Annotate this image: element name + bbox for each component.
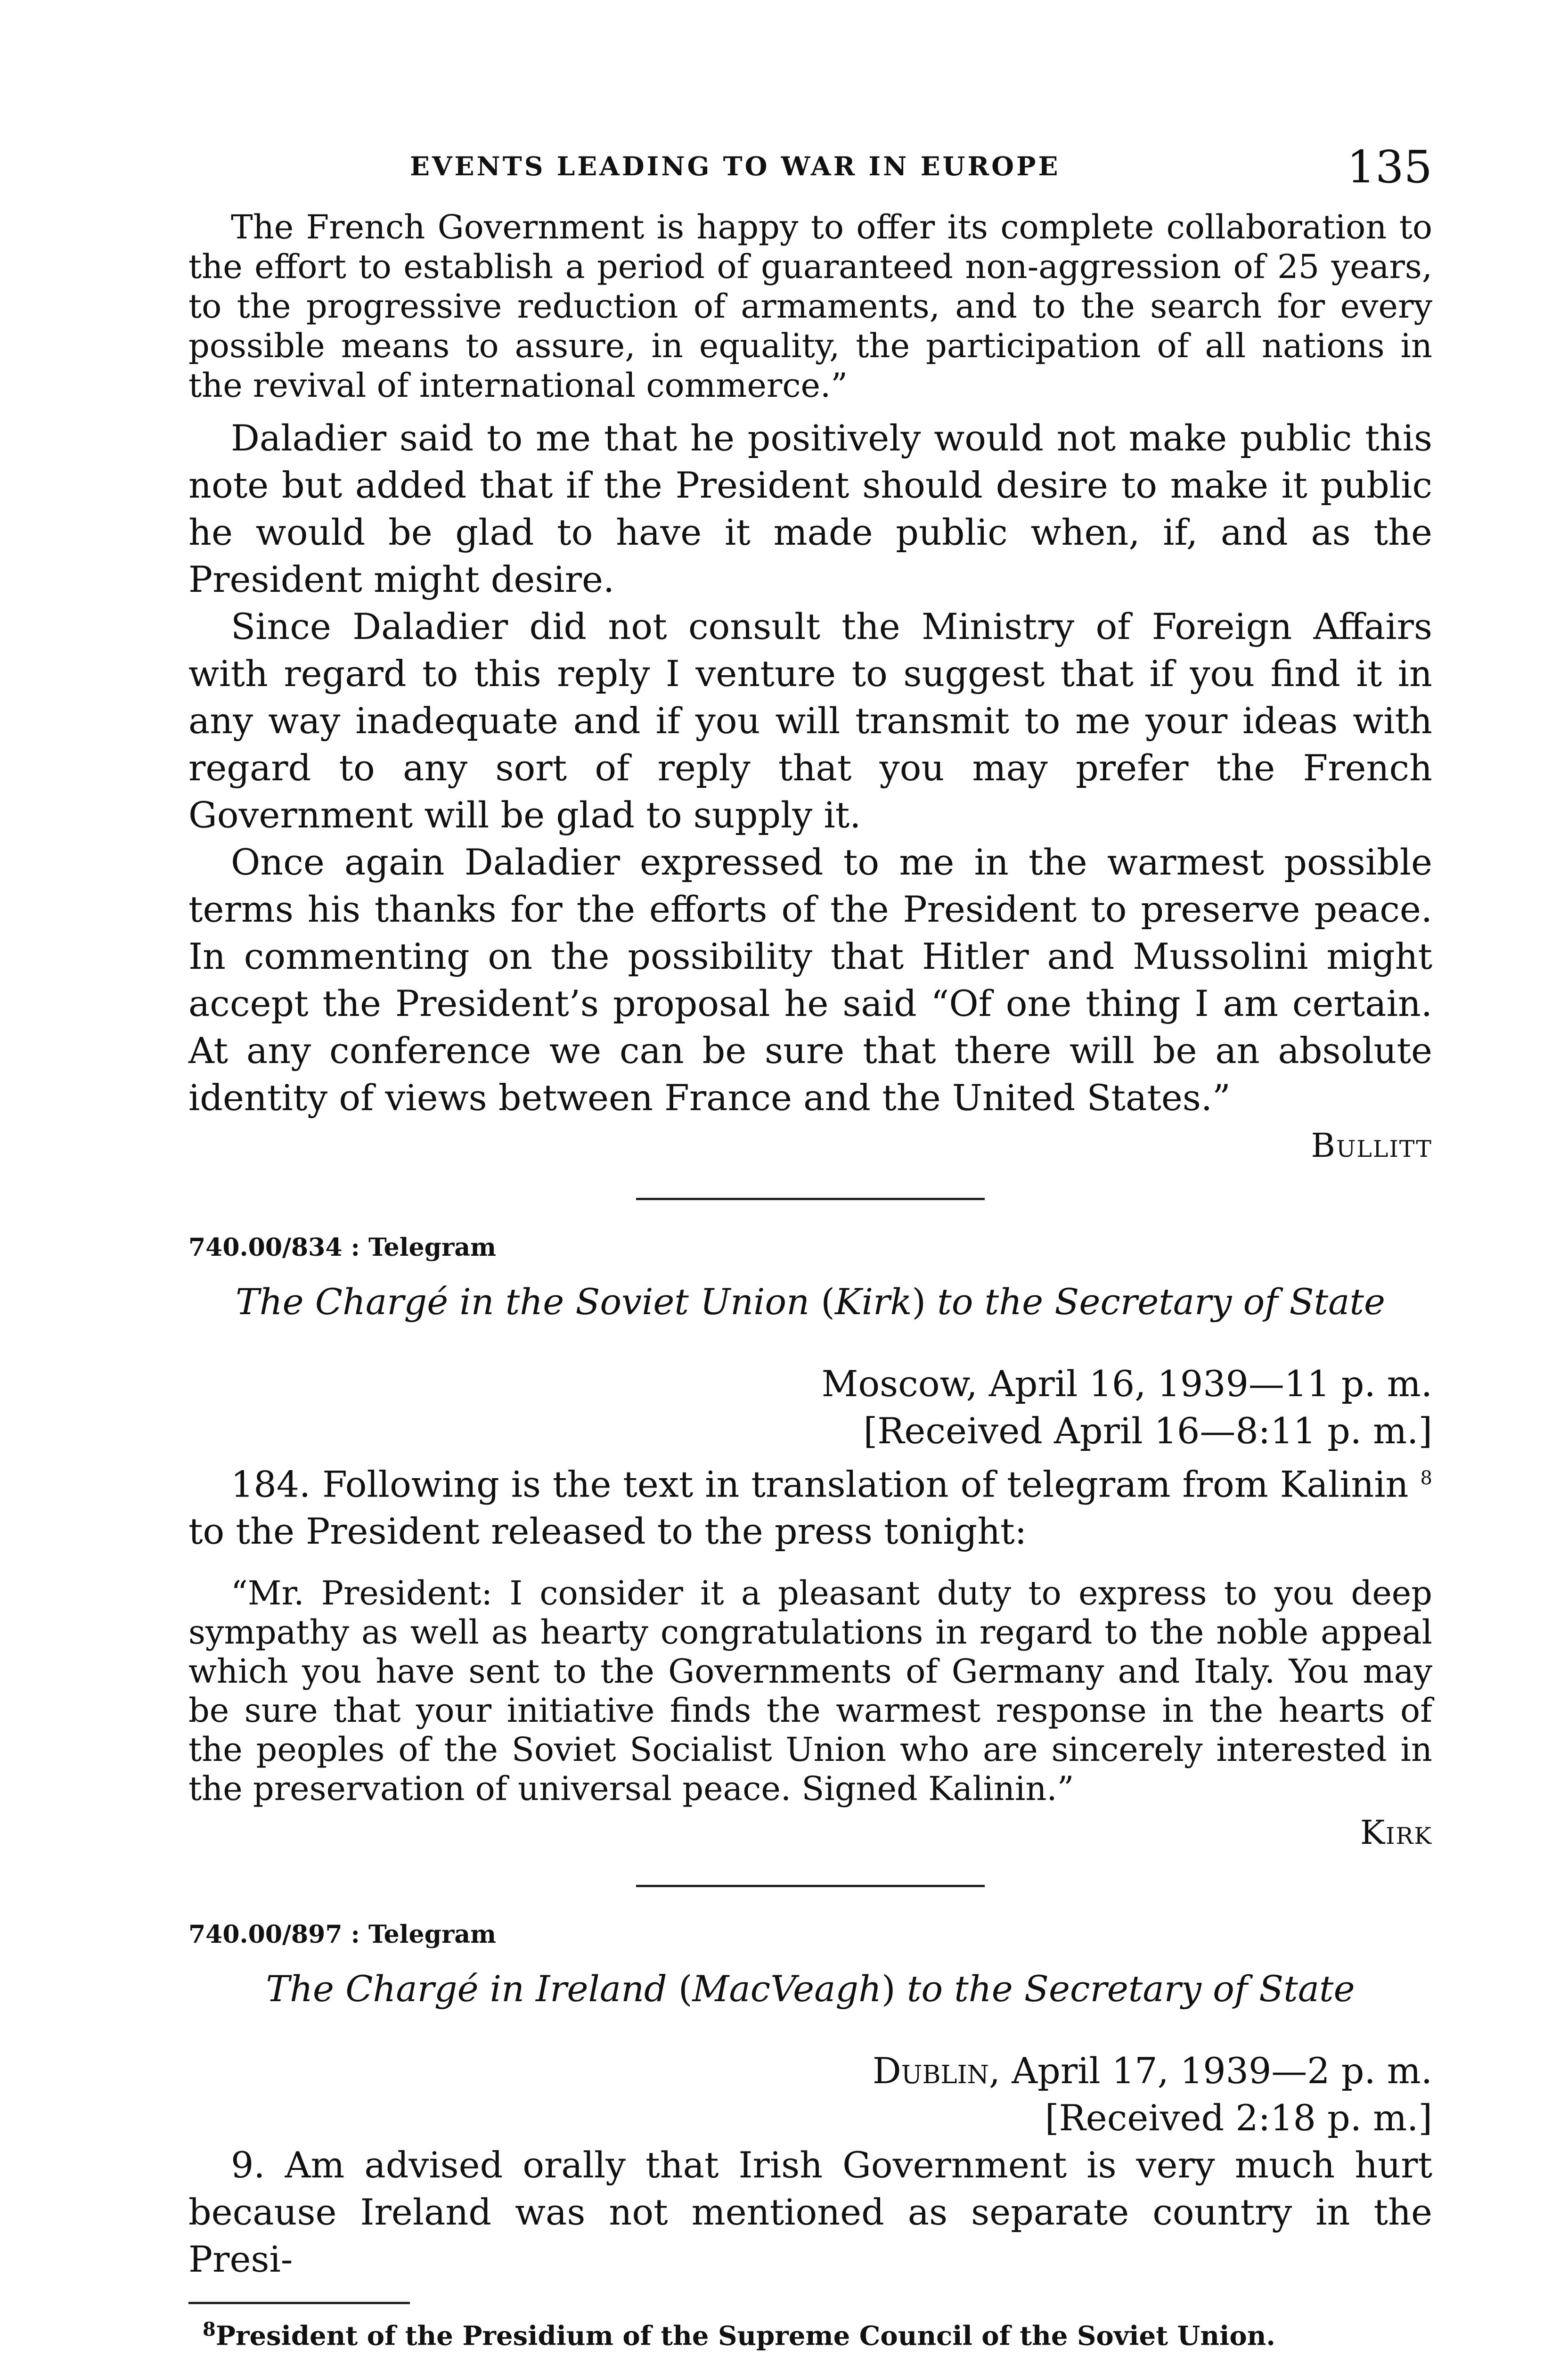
paragraph: Once again Daladier expressed to me in the warmest possible terms his thanks for the efforts of the President to preserve peace. In commenting on the possibility that Hitler and Mussolini might accept the President’s proposal he said “Of one thing I am certain. At any conference we can be sure that there will be an absolute identity of views between France and the United States.”: [188, 841, 1432, 1119]
paragraph: 9. Am advised orally that Irish Government is very much hurt because Ireland was not mentioned as separate country in the Presi-: [188, 2144, 1432, 2281]
received-line: [Received 2:18 p. m.]: [1045, 2097, 1432, 2139]
received-line: [Received April 16—8:11 p. m.]: [863, 1410, 1432, 1452]
document-page: [188, 141, 1432, 2352]
page-number: 135: [1347, 141, 1432, 193]
signature-kirk: Kirk: [1360, 1813, 1432, 1852]
file-number: 740.00/897 : Telegram: [188, 1920, 497, 1949]
block-quote: “Mr. President: I consider it a pleasant duty to express to you deep sympathy as well as hearty congratulations in regard to the noble appeal which you have sent to the Governments of Germany and Italy. You may be sure that your initiative finds the warmest response in the hearts of the peoples of the Soviet Socialist Union who are sincerely interested in the preservation of universal peace. Signed Kalinin.”: [188, 1574, 1432, 1808]
footnote-reference: 8: [1420, 1467, 1432, 1489]
page-header: [188, 141, 1432, 198]
document-heading: The Chargé in Ireland (MacVeagh) to the Secretary of State: [266, 1968, 1355, 2010]
running-title: EVENTS LEADING TO WAR IN EUROPE: [410, 151, 1061, 181]
signature-bullitt: Bullitt: [1311, 1126, 1432, 1165]
paragraph: 184. Following is the text in translation of telegram from Kalinin $^8$ to the President released to the press tonight:: [188, 1463, 1432, 1553]
paragraph: Since Daladier did not consult the Ministry of Foreign Affairs with regard to this reply I venture to suggest that if you find it in any way inadequate and if you will transmit to me your ideas with regard to any sort of reply that you may prefer the French Government will be glad to supply it.: [188, 605, 1432, 836]
paragraph: Daladier said to me that he positively would not make public this note but added that if the President should desire to make it public he would be glad to have it made public when, if, and as the President might desire.: [188, 417, 1432, 600]
file-number: 740.00/834 : Telegram: [188, 1233, 497, 1262]
section-divider: [636, 1198, 985, 1200]
dateline: Moscow, April 16, 1939—11 p. m.: [821, 1363, 1432, 1405]
quote-conclusion: The French Government is happy to offer its complete collaboration to the effort to establish a period of guaranteed non-aggression of 25 years, to the progressive reduction of armaments, and to the search for every possible means to assure, in equality, the participation of all nations in the revival of international commerce.”: [188, 208, 1432, 405]
section-divider: [636, 1885, 985, 1887]
dateline: Dublin, April 17, 1939—2 p. m.: [872, 2050, 1432, 2092]
footnote-marker: 8: [203, 2318, 216, 2341]
footnote-divider: [188, 2302, 410, 2304]
footnote: $^8$President of the Presidium of the Supreme Council of the Soviet Union.: [203, 2318, 1275, 2352]
document-heading: The Chargé in the Soviet Union (Kirk) to the Secretary of State: [236, 1281, 1385, 1323]
